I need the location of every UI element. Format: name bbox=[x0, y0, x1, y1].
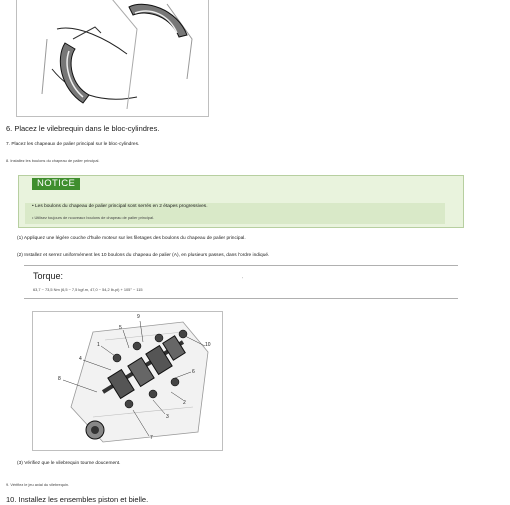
step-8: 8. Installez les boulons du chapeau de palier principal. bbox=[6, 158, 100, 163]
bolt-number: 3 bbox=[166, 414, 169, 420]
torque-title: Torque: bbox=[33, 271, 64, 281]
bolt-number: 7 bbox=[150, 435, 153, 441]
step-6: 6. Placez le vilebrequin dans le bloc-cylindres. bbox=[6, 124, 160, 133]
notice-title: NOTICE bbox=[32, 178, 80, 190]
bolt-number: 9 bbox=[137, 314, 140, 320]
bolt-number: 6 bbox=[192, 369, 195, 375]
notice-item-1: • Les boulons du chapeau de palier principal sont serrés en 2 étapes progressives. bbox=[32, 204, 208, 209]
torque-top-rule bbox=[24, 265, 458, 266]
torque-bottom-rule bbox=[24, 298, 458, 299]
bolt-number: 8 bbox=[58, 376, 61, 382]
torque-mark: ˙ bbox=[242, 278, 244, 284]
step-7: 7. Placez les chapeaux de palier principal sur le bloc-cylindres. bbox=[6, 142, 140, 147]
substep-1: (1) Appliquez une légère couche d'huile moteur sur les filetages des boulons du chapeau de palier principal. bbox=[17, 236, 246, 241]
substep-2: (2) Installez et serrez uniformément les 10 boulons du chapeau de palier (A), en plusieurs passes, dans l'ordre indiqué. bbox=[17, 253, 270, 258]
bearing-illustration bbox=[16, 0, 209, 117]
bolt-number: 5 bbox=[119, 325, 122, 331]
bolt-number: 1 bbox=[97, 342, 100, 348]
bolt-number: 10 bbox=[205, 342, 211, 348]
bolt-number: 2 bbox=[183, 400, 186, 406]
step-9: 9. Vérifiez le jeu axial du vilebrequin. bbox=[6, 482, 70, 487]
bolt-number: 4 bbox=[79, 356, 82, 362]
bolt-sequence-figure bbox=[32, 311, 223, 451]
torque-value: 63,7 ~ 73,5 Nm (6,5 ~ 7,5 kgf.m, 47,0 ~ 54,2 lb-pi) + 105° ~ 115 bbox=[33, 287, 143, 292]
notice-item-2: • Utilisez toujours de nouveaux boulons de chapeau de palier principal. bbox=[32, 215, 155, 220]
substep-3: (3) Vérifiez que le vilebrequin tourne doucement. bbox=[17, 461, 121, 466]
step-10: 10. Installez les ensembles piston et bielle. bbox=[6, 495, 149, 504]
